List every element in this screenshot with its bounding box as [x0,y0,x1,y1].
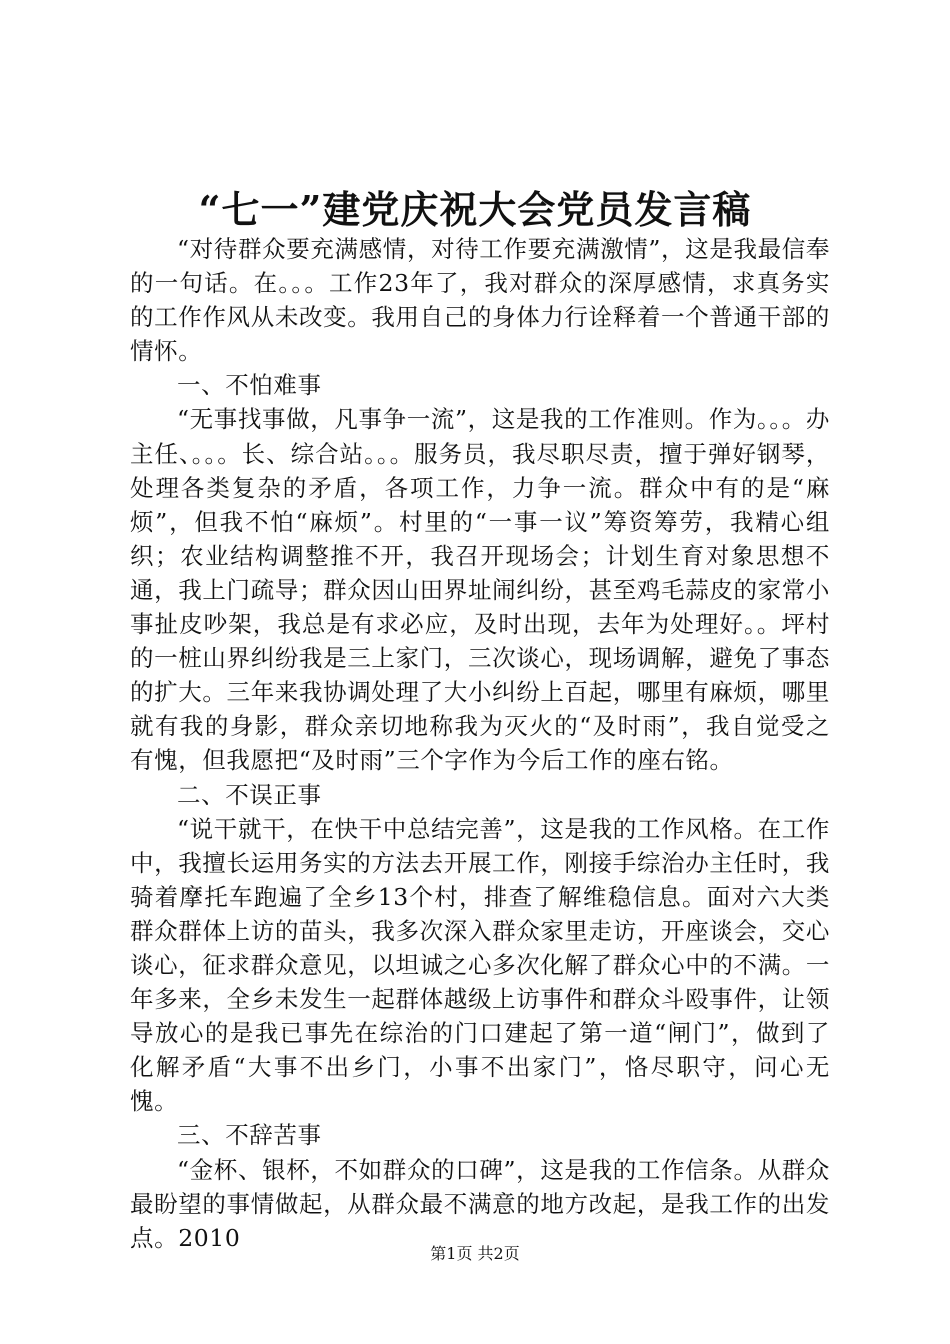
paragraph-section-2: “说干就干，在快干中总结完善”，这是我的工作风格。在工作中，我擅长运用务实的方法去开展工作，刚接手综治办主任时，我骑着摩托车跑遍了全乡13个村，排查了解维稳信息。面对六大类群众群体上访的苗头，我多次深入群众家里走访，开座谈会，交心谈心，征求群众意见，以坦诚之心多次化解了群众心中的不满。一年多来，全乡未发生一起群体越级上访事件和群众斗殴事件，让领导放心的是我已事先在综治的门口建起了第一道“闸门”，做到了化解矛盾“大事不出乡门，小事不出家门”，恪尽职守，问心无愧。 [130,814,830,1116]
page-number: 第1页 [430,1244,473,1263]
page-total: 共2页 [477,1244,520,1263]
section-heading-2: 二、不误正事 [177,780,322,809]
paragraph-section-3: “金杯、银杯，不如群众的口碑”，这是我的工作信条。从群众最盼望的事情做起，从群众最不满意的地方改起，是我工作的出发点。2010 [130,1155,830,1252]
document-body [130,232,830,1255]
section-heading-3: 三、不辞苦事 [177,1121,322,1150]
paragraph-intro: “对待群众要充满感情，对待工作要充满激情”，这是我最信奉的一句话。在。。。工作23年了，我对群众的深厚感情，求真务实的工作作风从未改变。我用自己的身体力行诠释着一个普通干部的情怀。 [130,235,830,366]
section-heading-1: 一、不怕难事 [177,371,322,400]
page-footer [0,1243,950,1265]
paragraph-section-1: “无事找事做，凡事争一流”，这是我的工作准则。作为。。。办主任、。。。长、综合站。。。服务员，我尽职尽责，擅于弹好钢琴，处理各类复杂的矛盾，各项工作，力争一流。群众中有的是“麻烦”，但我不怕“麻烦”。村里的“一事一议”筹资筹劳，我精心组织；农业结构调整推不开，我召开现场会；计划生育对象思想不通，我上门疏导；群众因山田界址闹纠纷，甚至鸡毛蒜皮的家常小事扯皮吵架，我总是有求必应，及时出现，去年为处理好。。坪村的一桩山界纠纷我是三上家门，三次谈心，现场调解，避免了事态的扩大。三年来我协调处理了大小纠纷上百起，哪里有麻烦，哪里就有我的身影，群众亲切地称我为灭火的“及时雨”，我自觉受之有愧，但我愿把“及时雨”三个字作为今后工作的座右铭。 [130,405,830,775]
document-title: “七一”建党庆祝大会党员发言稿 [198,187,752,232]
